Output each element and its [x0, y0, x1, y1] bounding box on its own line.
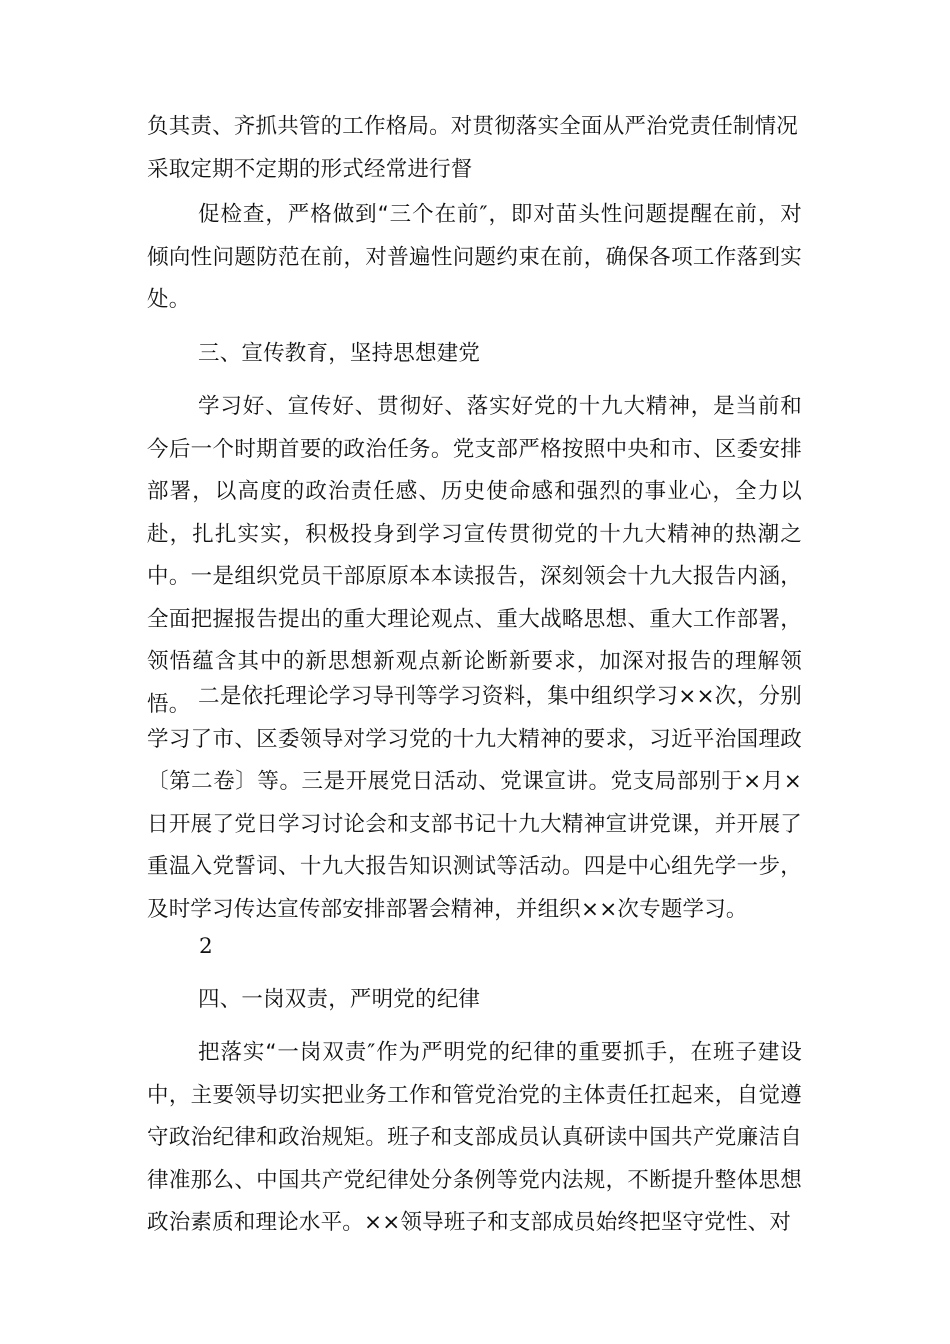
page-number-text: 2	[199, 934, 213, 959]
paragraph-line: 采取定期不定期的形式经常进行督	[147, 156, 473, 182]
paragraph-study	[147, 386, 802, 726]
page-number	[147, 926, 802, 969]
paragraph-supervision	[147, 194, 802, 322]
paragraph-text: 学习好、宣传好、贯彻好、落实好党的十九大精神，是当前和今后一个时期首要的政治任务。党支部严格按照中央和市、区委安排部署，以高度的政治责任感、历史使命感和强烈的事业心，全力以赴，扎扎实实，积极投身到学习宣传贯彻党的十九大精神的热潮之中。一是组织党员干部原原本本读报告，深刻领会十九大报告内涵，全面把握报告提出的重大理论观点、重大战略思想、重大工作部署，领悟蕴含其中的新思想新观点新论断新要求，加深对报告的理解领悟。	[147, 394, 802, 717]
heading-text: 三、宣传教育，坚持思想建党	[198, 341, 481, 366]
paragraph-text: 把落实“一岗双责″作为严明党的纪律的重要抓手，在班子建设中，主要领导切实把业务工作和管党治党的主体责任扛起来，自觉遵守政治纪律和政治规矩。班子和支部成员认真研读中国共产党廉洁自律准那么、中国共产党纪律处分条例等党内法规，不断提升整体思想政治素质和理论水平。××领导班子和支部成员始终把坚守党性、对	[147, 1040, 802, 1235]
paragraph-activities	[147, 676, 802, 931]
section-heading-4	[147, 979, 802, 1022]
heading-text: 四、一岗双责，严明党的纪律	[198, 987, 481, 1012]
section-heading-3	[147, 333, 802, 376]
paragraph-text: 二是依托理论学习导刊等学习资料，集中组织学习××次，分别学习了市、区委领导对学习党的十九大精神的要求，习近平治国理政〔第二卷〕等。三是开展党日活动、党课宣讲。党支局部别于×月×日开展了党日学习讨论会和支部书记十九大精神宣讲党课，并开展了重温入党誓词、十九大报告知识测试等活动。四是中心组先学一步，及时学习传达宣传部安排部署会精神，并组织××次专题学习。	[147, 684, 802, 922]
paragraph-discipline	[147, 1032, 802, 1245]
paragraph-continued	[147, 106, 802, 191]
paragraph-line: 负其责、齐抓共管的工作格局。对贯彻落实全面从严治党责任制情况	[147, 114, 799, 139]
paragraph-text: 促检查，严格做到“三个在前″，即对苗头性问题提醒在前，对倾向性问题防范在前，对普遍性问题约束在前，确保各项工作落到实处。	[147, 202, 802, 312]
